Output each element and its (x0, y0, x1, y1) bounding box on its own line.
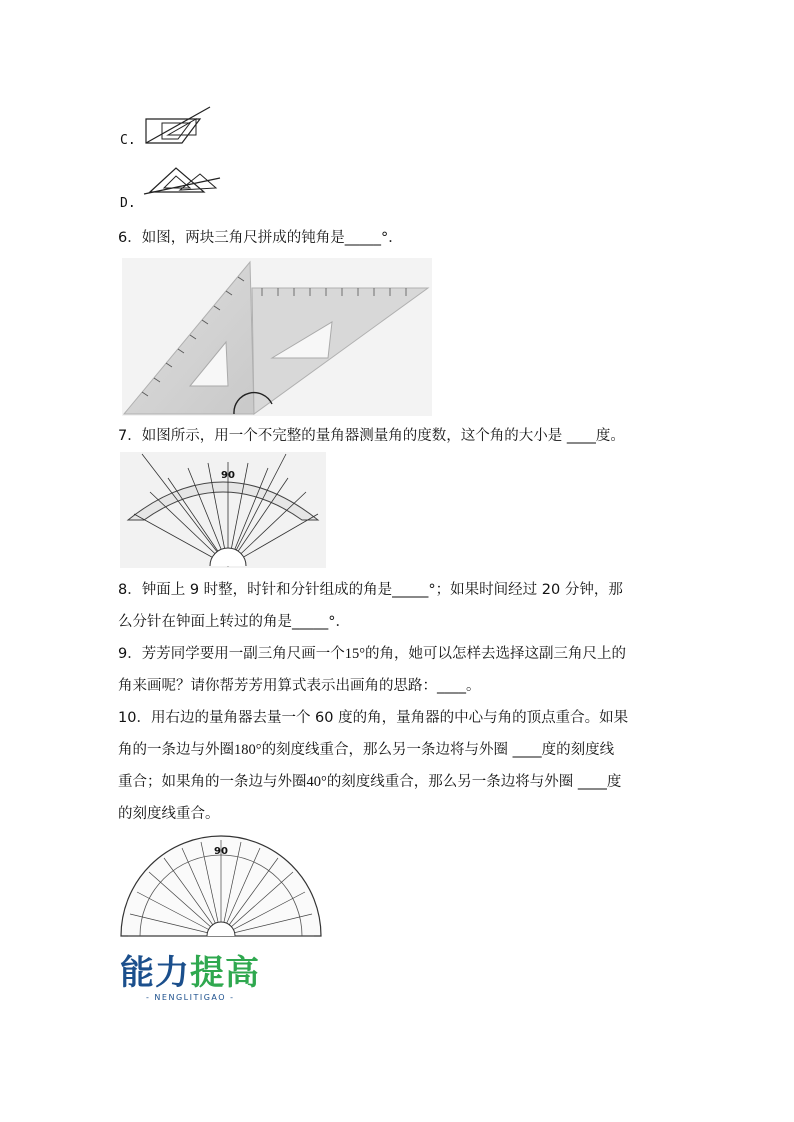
question-7-text: 7．如图所示，用一个不完整的量角器测量角的度数，这个角的大小是 ____度。 (118, 428, 625, 444)
set-squares-figure (122, 258, 432, 416)
question-8-line-1: 8．钟面上 9 时整，时针和分针组成的角是_____°；如果时间经过 20 分钟，那 (118, 582, 623, 598)
full-protractor-figure (118, 830, 324, 940)
question-10-line-1: 10．用右边的量角器去量一个 60 度的角，量角器的中心与角的顶点重合。如果 (118, 710, 629, 726)
option-d-label: D. (120, 196, 136, 211)
question-6-text: 6．如图，两块三角尺拼成的钝角是_____°． (118, 230, 403, 246)
q10-line3-b: 的刻度线重合，那么另一条边将与外圈 ____度 (326, 774, 622, 790)
q9-degree: 15° (344, 646, 366, 662)
option-c-label: C. (120, 133, 136, 148)
option-c-figure (138, 105, 218, 147)
logo-title (120, 953, 260, 993)
q9-text-a: 9．芳芳同学要用一副三角尺画一个 (118, 646, 345, 662)
question-8-line-2: 么分针在钟面上转过的角是_____°． (118, 614, 350, 630)
q10-degree-40: 40° (306, 774, 327, 790)
question-9-line-1 (118, 644, 626, 664)
incomplete-protractor-figure (120, 452, 326, 568)
q10-line3-a: 重合；如果角的一条边与外圈 (118, 774, 307, 790)
logo-subtitle: - NENGLITIGAO - (146, 993, 235, 1002)
logo-part-2: 提高 (190, 953, 260, 993)
q10-line2-a: 角的一条边与外圈 (118, 742, 234, 758)
q9-text-b: 的角，她可以怎样去选择这副三角尺上的 (365, 646, 627, 662)
question-10-line-4: 的刻度线重合。 (118, 806, 220, 822)
question-10-line-2 (118, 740, 614, 760)
question-9-line-2: 角来画呢？请你帮芳芳用算式表示出画角的思路：____。 (118, 678, 481, 694)
protractor-90-label: 90 (221, 470, 235, 481)
protractor-90-label-2: 90 (214, 846, 228, 857)
logo-part-1: 能力 (120, 953, 190, 993)
option-d-figure (140, 164, 224, 200)
logo (120, 953, 260, 1002)
q10-line2-b: 的刻度线重合，那么另一条边将与外圈 ____度的刻度线 (261, 742, 615, 758)
question-10-line-3 (118, 772, 621, 792)
q10-degree-180: 180° (234, 742, 262, 758)
